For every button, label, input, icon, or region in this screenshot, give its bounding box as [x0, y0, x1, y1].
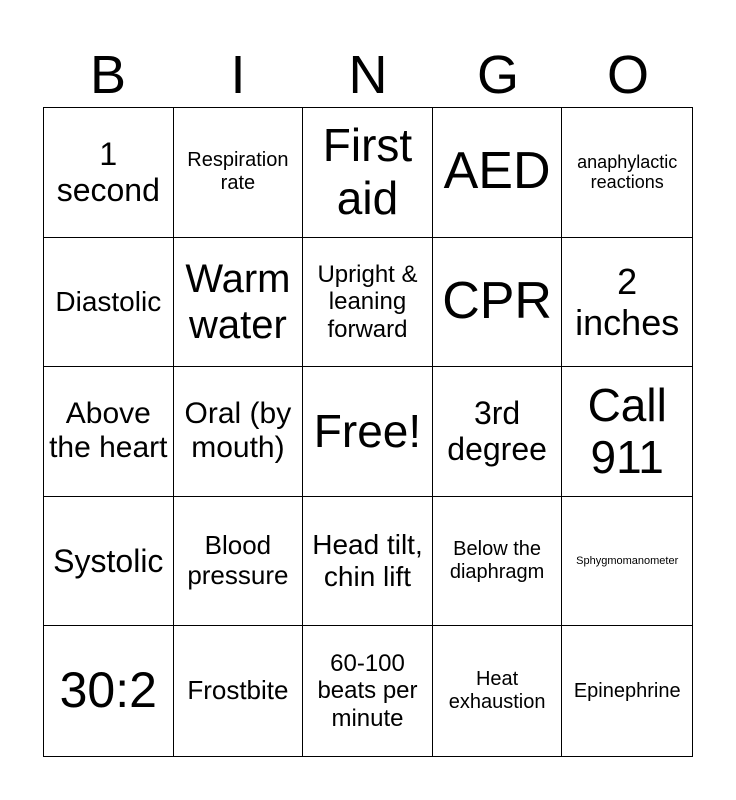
bingo-cell[interactable]: Upright & leaning forward [303, 238, 433, 368]
bingo-cell[interactable]: First aid [303, 108, 433, 238]
bingo-cell[interactable]: Heat exhaustion [433, 626, 563, 756]
bingo-header [43, 42, 693, 108]
bingo-cell[interactable]: 1 second [44, 108, 174, 238]
bingo-cell[interactable]: CPR [433, 238, 563, 368]
bingo-cell[interactable]: 30:2 [44, 626, 174, 756]
bingo-grid [43, 107, 693, 757]
bingo-cell[interactable]: Respiration rate [174, 108, 304, 238]
header-letter-i: I [230, 45, 246, 105]
bingo-cell[interactable]: Sphygmomanometer [562, 497, 692, 627]
bingo-cell[interactable]: Above the heart [44, 367, 174, 497]
bingo-cell[interactable]: Warm water [174, 238, 304, 368]
bingo-cell[interactable]: Head tilt, chin lift [303, 497, 433, 627]
bingo-cell[interactable]: Frostbite [174, 626, 304, 756]
header-letter-g: G [476, 45, 519, 105]
header-letter-n: N [348, 45, 388, 105]
bingo-cell[interactable]: anaphylactic reactions [562, 108, 692, 238]
header-letter-b: B [89, 45, 127, 105]
bingo-cell[interactable]: Below the diaphragm [433, 497, 563, 627]
bingo-cell[interactable]: Diastolic [44, 238, 174, 368]
free-space[interactable]: Free! [303, 367, 433, 497]
bingo-cell[interactable]: Call 911 [562, 367, 692, 497]
header-letter-o: O [606, 45, 649, 105]
bingo-cell[interactable]: Blood pressure [174, 497, 304, 627]
bingo-cell[interactable]: Oral (by mouth) [174, 367, 304, 497]
bingo-cell[interactable]: Epinephrine [573, 679, 681, 702]
bingo-cell[interactable]: 3rd degree [433, 367, 563, 497]
bingo-cell[interactable]: 60-100 beats per minute [303, 626, 433, 756]
bingo-cell[interactable]: AED [433, 108, 563, 238]
bingo-cell[interactable]: 2 inches [562, 238, 692, 368]
bingo-cell[interactable]: Systolic [44, 497, 174, 627]
